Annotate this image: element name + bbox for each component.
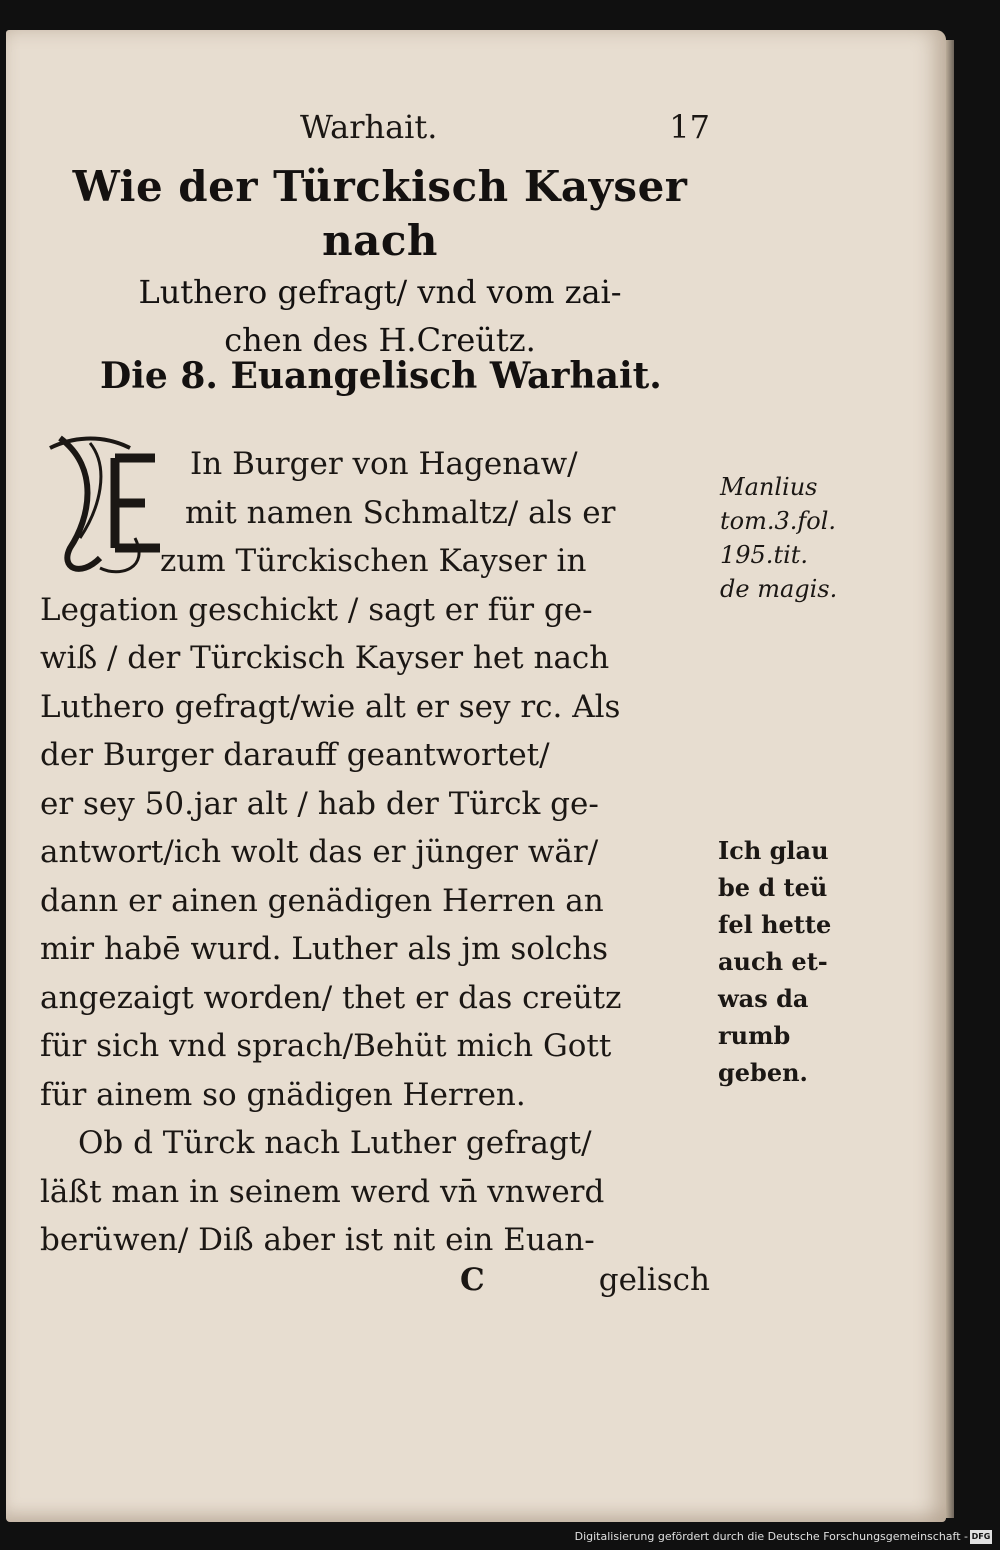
margin-line: be d teü xyxy=(718,873,828,902)
margin-line: 195.tit. xyxy=(720,541,809,569)
section-subheading: Die 8. Euangelisch Warhait. xyxy=(100,355,662,397)
text-line: In Burger von Hagenaw/ xyxy=(190,446,578,482)
dfg-logo: DFG xyxy=(970,1530,992,1544)
chapter-heading xyxy=(40,160,720,364)
margin-line: Manlius xyxy=(720,473,818,501)
marginal-note-source xyxy=(720,470,860,606)
heading-line-1: Wie der Türckisch Kayser nach xyxy=(72,162,688,265)
catchword: gelisch xyxy=(598,1262,710,1298)
heading-line-3: chen des H.Creütz. xyxy=(224,321,536,359)
margin-line: fel hette xyxy=(718,910,832,939)
body-text xyxy=(40,440,710,1265)
text-line: dann er ainen genädigen Herren an xyxy=(40,882,604,919)
text-line: der Burger darauff geantwortet/ xyxy=(40,737,550,773)
margin-line: Ich glau xyxy=(718,836,829,865)
heading-line-2: Luthero gefragt/ vnd vom zai- xyxy=(138,273,622,311)
margin-line: tom.3.fol. xyxy=(720,507,837,535)
text-line: mir habē wurd. Luther als jm solchs xyxy=(40,931,609,967)
running-title: Warhait. xyxy=(300,108,438,146)
margin-line: rumb xyxy=(718,1021,791,1050)
text-line: angezaigt worden/ thet er das creütz xyxy=(40,979,622,1016)
funding-footer: Digitalisierung gefördert durch die Deutsche Forschungsgemeinschaft - xyxy=(574,1530,968,1543)
text-line: mit namen Schmaltz/ als er xyxy=(185,494,616,531)
text-line: antwort/ich wolt das er jünger wär/ xyxy=(40,834,599,870)
margin-line: geben. xyxy=(718,1058,808,1087)
text-line: Luthero gefragt/wie alt er sey rc. Als xyxy=(40,688,621,725)
text-line: läßt man in seinem werd vn̄ vnwerd xyxy=(40,1173,605,1210)
text-line: für ainem so gnädigen Herren. xyxy=(40,1076,526,1113)
text-line: Legation geschickt / sagt er für ge- xyxy=(40,591,593,628)
page-number: 17 xyxy=(669,108,710,146)
text-line: berüwen/ Diß aber ist nit ein Euan- xyxy=(40,1222,595,1258)
text-line: wiß / der Türckisch Kayser het nach xyxy=(40,640,610,676)
signature-mark: C xyxy=(460,1262,485,1298)
text-line: er sey 50.jar alt / hab der Türck ge- xyxy=(40,785,599,822)
text-line: für sich vnd sprach/Behüt mich Gott xyxy=(40,1028,612,1064)
margin-line: was da xyxy=(718,984,809,1013)
text-line: Ob d Türck nach Luther gefragt/ xyxy=(78,1125,592,1161)
margin-line: de magis. xyxy=(720,575,838,603)
margin-line: auch et- xyxy=(718,947,828,976)
marginal-note-comment xyxy=(718,832,858,1091)
catchword-row xyxy=(40,1262,710,1310)
page-edge xyxy=(946,40,954,1518)
text-line: zum Türckischen Kayser in xyxy=(160,543,587,579)
